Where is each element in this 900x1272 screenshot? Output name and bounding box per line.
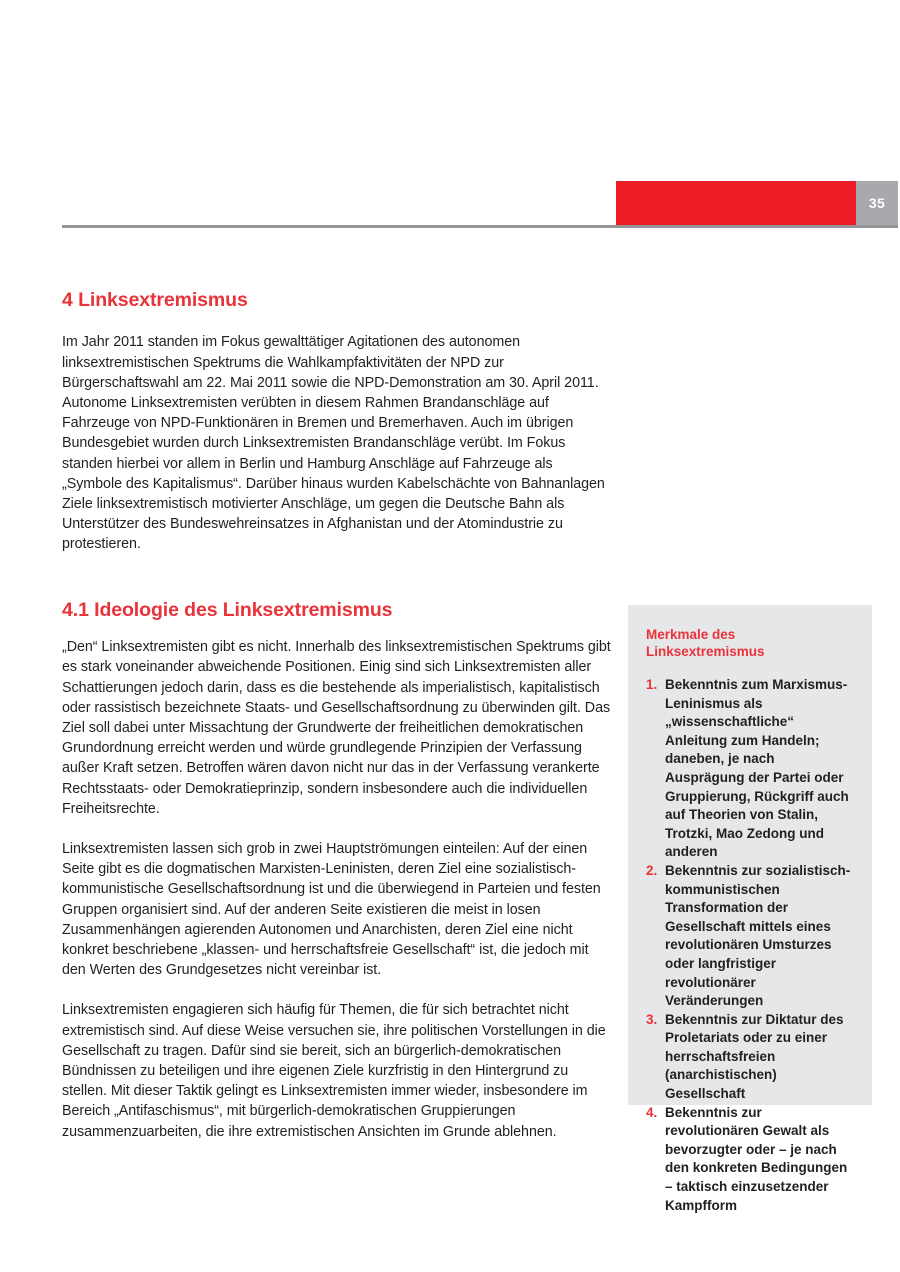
list-item-text: Bekenntnis zur revolutionären Gewalt als bevorzugter oder – je nach den konkreten Bedingungen – taktisch einzusetzender Kampfform — [665, 1104, 848, 1213]
header-red-bar — [616, 181, 856, 225]
main-content-column — [62, 290, 615, 1142]
list-item-text: Bekenntnis zum Marxismus-Leninismus als „wissenschaftliche“ Anleitung zum Handeln; daneben, je nach Ausprägung der Partei oder Gruppierung, Rückgriff auch auf Theorien von Stalin, Trotzki, Mao Zedong und anderen — [665, 677, 849, 860]
sidebar-title: Merkmale des Linksextremismus — [646, 627, 765, 659]
list-item-text: Bekenntnis zur Diktatur des Proletariats oder zu einer herrschaftsfreien (anarchistischen) Gesellschaft — [665, 1011, 844, 1102]
section-title: 4 Linksextremismus — [62, 289, 248, 311]
list-item-number: 2. — [646, 862, 658, 878]
list-item — [646, 862, 856, 1011]
subsection-title: 4.1 Ideologie des Linksextremismus — [62, 598, 393, 621]
list-item-number: 3. — [646, 1011, 658, 1027]
list-item — [646, 1011, 856, 1104]
list-item-number: 1. — [646, 677, 658, 692]
list-item — [646, 1104, 856, 1216]
intro-paragraph: Im Jahr 2011 standen im Fokus gewalttätiger Agitationen des autonomen linksextremistischen Spektrums die Wahlkampfaktivitäten der NPD zur Bürgerschaftswahl am 22. Mai 2011 sowie die NPD-Demonstration am 30. April 2011. Autonome Linksextremisten verübten in diesem Rahmen Brandanschläge auf Fahrzeuge von NPD-Funktionären in Bremen und Bremerhaven. Auch im übrigen Bundesgebiet wurden durch Linksextremisten Brandanschläge verübt. Im Fokus standen hierbei vor allem in Berlin und Hamburg Anschläge auf Fahrzeuge als „Symbole des Kapitalismus“. Darüber hinaus wurden Kabelschächte von Bahnanlagen Ziele linksextremistisch motivierter Anschläge, um gegen die Deutsche Bahn als Unterstützer des Bundeswehreinsatzes in Afghanistan und der Atomindustrie zu protestieren. — [62, 334, 605, 553]
body-paragraph-2: Linksextremisten lassen sich grob in zwei Hauptströmungen einteilen: Auf der einen Seite gibt es die dogmatischen Marxisten-Leninisten, deren Ziel eine sozialistisch-kommunistische Gesellschaftsordnung ist und die überwiegend in Parteien und festen Gruppen organisiert sind. Auf der anderen Seite existieren die meist in losen Zusammenhängen agierenden Autonomen und Anarchisten, deren Ziel eine nicht konkret beschriebene „klassen- und herrschaftsfreie Gesellschaft“ ist, die jedoch mit den Werten des Grundgesetzes nicht vereinbar ist. — [62, 840, 601, 979]
list-item — [646, 676, 856, 862]
body-paragraph-1: „Den“ Linksextremisten gibt es nicht. Innerhalb des linksextremistischen Spektrums gibt es stark voneinander abweichende Positionen. Einig sind sich Linksextremisten aller Schattierungen jedoch darin, dass es die bestehende als imperialistisch, kapitalistisch oder rassistisch bezeichnete Staats- und Gesellschaftsordnung zu überwinden gilt. Das Ziel soll dabei unter Missachtung der Grundwerte der freiheitlichen demokratischen Grundordnung erreicht werden und würde grundlegende Prinzipien der Verfassung außer Kraft setzen. Betroffen wären davon nicht nur das in der Verfassung verankerte Rechtsstaats- oder Demokratieprinzip, sondern insbesondere auch die individuellen Freiheitsrechte. — [62, 639, 611, 817]
sidebar-feature-list — [646, 676, 856, 1215]
sidebar-info-box — [628, 605, 872, 1213]
header-divider-rule — [62, 225, 898, 228]
body-paragraph-3: Linksextremisten engagieren sich häufig für Themen, die für sich betrachtet nicht extremistisch sind. Auf diese Weise versuchen sie, ihre politischen Vorstellungen in die Gesellschaft zu tragen. Dafür sind sie bereit, sich an bürgerlich-demokratischen Bündnissen zu beteiligen und ihre eigenen Ziele kurzfristig in den Hintergrund zu stellen. Mit dieser Taktik gelingt es Linksextremisten immer wieder, insbesondere im Bereich „Antifaschismus“, mit bürgerlich-demokratischen Gruppierungen zusammenzuarbeiten, die ihre extremistischen Ansichten im Grunde ablehnen. — [62, 1002, 606, 1140]
list-item-number: 4. — [646, 1104, 658, 1120]
page-header — [0, 0, 900, 232]
page-number: 35 — [868, 195, 886, 211]
list-item-text: Bekenntnis zur sozialistisch-kommunistischen Transformation der Gesellschaft mittels eines revolutionären Umsturzes oder langfristiger revolutionärer Veränderungen — [665, 862, 851, 1009]
